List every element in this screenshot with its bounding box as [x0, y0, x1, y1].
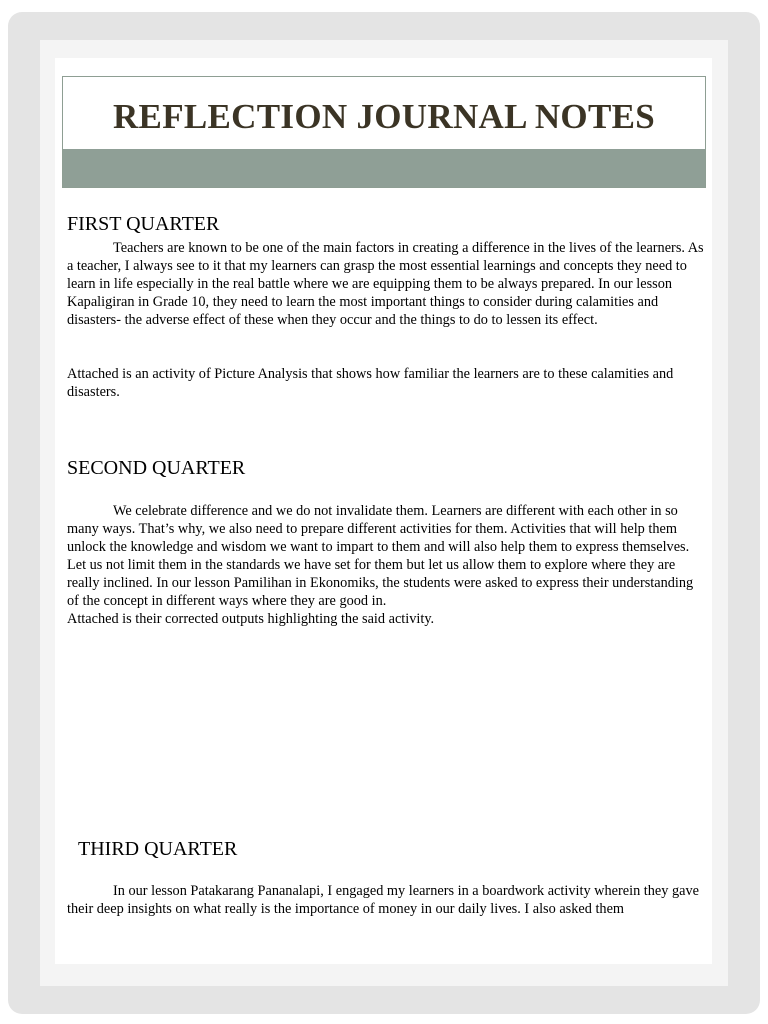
- page-title: REFLECTION JOURNAL NOTES: [112, 97, 656, 136]
- second-quarter-heading: SECOND QUARTER: [67, 457, 246, 479]
- first-quarter-attachment-note: Attached is an activity of Picture Analysis that shows how familiar the learners are to these calamities and disasters.: [67, 366, 674, 400]
- second-quarter-attachment-note: Attached is their corrected outputs highlighting the said activity.: [67, 611, 435, 627]
- first-quarter-paragraph: Teachers are known to be one of the main factors in creating a difference in the lives of the learners. As a teacher, I always see to it that my learners can grasp the most essential learnings and concepts they need to learn in life especially in the real battle where we are equipping them to be always prepared. In our lesson Kapaligiran in Grade 10, they need to learn the most important things to consider during calamities and disasters- the adverse effect of these when they occur and the things to do to lessen its effect.: [67, 240, 704, 328]
- third-quarter-heading: THIRD QUARTER: [78, 838, 238, 860]
- first-quarter-heading: FIRST QUARTER: [67, 213, 220, 235]
- second-quarter-paragraph: We celebrate difference and we do not invalidate them. Learners are different with each other in so many ways. That’s why, we also need to prepare different activities for them. Activities that will help them unlock the knowledge and wisdom we want to impart to them and will also help them to express themselves. Let us not limit them in the standards we have set for them but let us allow them to explore where they are really inclined. In our lesson Pamilihan in Ekonomiks, the students were asked to express their understanding of the concept in different ways where they are good in.: [67, 503, 694, 609]
- title-accent-band: [63, 149, 705, 187]
- third-quarter-paragraph: In our lesson Patakarang Pananalapi, I engaged my learners in a boardwork activity wherein they gave their deep insights on what really is the importance of money in our daily lives. I also asked them: [67, 883, 699, 917]
- title-box: [62, 76, 706, 188]
